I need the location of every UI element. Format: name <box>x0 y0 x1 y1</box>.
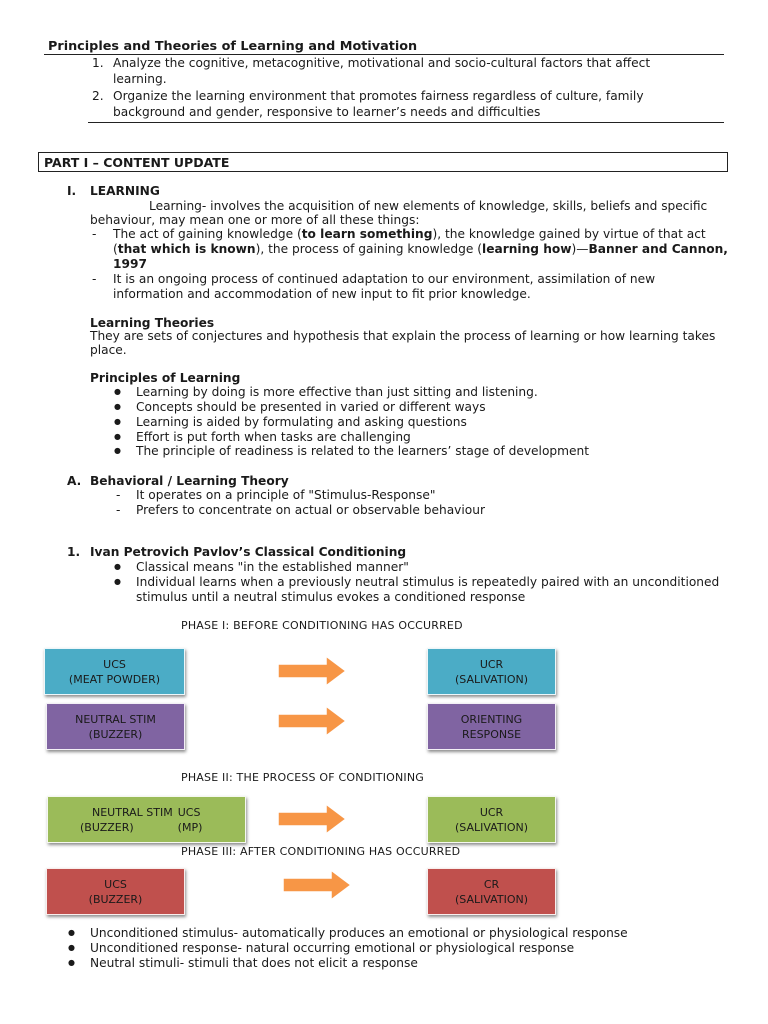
learning-theories-heading: Learning Theories <box>90 316 215 330</box>
definition-item: Unconditioned stimulus- automatically produces an emotional or physiological response <box>90 926 628 940</box>
pavlov-item: Classical means "in the established manner" <box>136 560 409 574</box>
arrow-right-icon <box>281 869 353 901</box>
phase-1-label: PHASE I: BEFORE CONDITIONING HAS OCCURRED <box>181 619 463 632</box>
objective-2-line2: background and gender, responsive to learner’s needs and difficulties <box>113 105 541 119</box>
principle-item: The principle of readiness is related to the learners’ stage of development <box>136 444 590 458</box>
definition-line2: (that which is known), the process of gaining knowledge (learning how)—Banner and Cannon, <box>113 242 728 256</box>
title-underline <box>44 54 724 55</box>
bullet-icon <box>114 444 121 460</box>
dash: - <box>116 488 121 502</box>
bullet-icon <box>68 956 75 972</box>
section-numeral: I. <box>67 184 77 198</box>
principle-item: Learning by doing is more effective than just sitting and listening. <box>136 385 538 399</box>
bullet-icon <box>114 560 121 576</box>
dash: - <box>92 227 97 241</box>
objective-2-number: 2. <box>92 89 104 103</box>
pavlov-item: Individual learns when a previously neutral stimulus is repeatedly paired with an unconditioned <box>136 575 720 589</box>
phase-3-label: PHASE III: AFTER CONDITIONING HAS OCCURRED <box>181 845 461 858</box>
objective-1-line2: learning. <box>113 72 167 86</box>
adaptation-line1: It is an ongoing process of continued adaptation to our environment, assimilation of new <box>113 272 656 286</box>
ucs-box: UCS (BUZZER) <box>46 868 185 915</box>
dash: - <box>92 272 97 286</box>
phase-2-label: PHASE II: THE PROCESS OF CONDITIONING <box>181 771 425 784</box>
principles-heading: Principles of Learning <box>90 371 241 385</box>
pavlov-number: 1. <box>67 545 81 559</box>
learning-theories-line1: They are sets of conjectures and hypothesis that explain the process of learning or how learning takes <box>90 329 716 343</box>
arrow-right-icon <box>276 655 348 687</box>
objective-2-line1: Organize the learning environment that promotes fairness regardless of culture, family <box>113 89 644 103</box>
bullet-icon <box>114 575 121 591</box>
orienting-response-box: ORIENTING RESPONSE <box>427 703 556 750</box>
ucr-box: UCR (SALIVATION) <box>427 648 556 695</box>
definition-line1: The act of gaining knowledge (to learn something), the knowledge gained by virtue of that act <box>113 227 706 241</box>
subsection-letter: A. <box>67 474 82 488</box>
adaptation-line2: information and accommodation of new input to fit prior knowledge. <box>113 287 531 301</box>
principle-item: Concepts should be presented in varied or different ways <box>136 400 486 414</box>
ucr-box: UCR (SALIVATION) <box>427 796 556 843</box>
definition-item: Unconditioned response- natural occurring emotional or physiological response <box>90 941 575 955</box>
conditioned-response-box: CR (SALIVATION) <box>427 868 556 915</box>
principle-item: Effort is put forth when tasks are challenging <box>136 430 411 444</box>
objective-1-line1: Analyze the cognitive, metacognitive, motivational and socio-cultural factors that affect <box>113 56 651 70</box>
bullet-icon <box>114 415 121 431</box>
learning-theories-line2: place. <box>90 343 127 357</box>
part-heading-box <box>38 152 728 172</box>
objective-1-number: 1. <box>92 56 104 70</box>
behavioral-item: It operates on a principle of "Stimulus-Response" <box>136 488 436 502</box>
dash: - <box>116 503 121 517</box>
objectives-underline <box>88 122 724 123</box>
neutral-stimulus-box: NEUTRAL STIM (BUZZER) <box>46 703 185 750</box>
learning-intro-line1: Learning- involves the acquisition of new elements of knowledge, skills, beliefs and specific <box>149 199 708 213</box>
pavlov-item-cont: stimulus until a neutral stimulus evokes a conditioned response <box>136 590 526 604</box>
bullet-icon <box>114 385 121 401</box>
pavlov-heading: Ivan Petrovich Pavlov’s Classical Conditioning <box>90 545 407 559</box>
definition-item: Neutral stimuli- stimuli that does not elicit a response <box>90 956 418 970</box>
document-title: Principles and Theories of Learning and Motivation <box>48 39 418 54</box>
ucs-box: UCS (MEAT POWDER) <box>44 648 185 695</box>
definition-line3: 1997 <box>113 257 147 271</box>
arrow-right-icon <box>276 705 348 737</box>
behavioral-item: Prefers to concentrate on actual or observable behaviour <box>136 503 485 517</box>
behavioral-heading: Behavioral / Learning Theory <box>90 474 289 488</box>
neutral-stimulus-ucs-box: NEUTRAL STIM UCS (BUZZER) (MP) <box>47 796 246 843</box>
bullet-icon <box>68 941 75 957</box>
part-heading: PART I – CONTENT UPDATE <box>44 155 230 170</box>
learning-intro-line2: behaviour, may mean one or more of all these things: <box>90 213 420 227</box>
bullet-icon <box>114 400 121 416</box>
arrow-right-icon <box>276 803 348 835</box>
bullet-icon <box>68 926 75 942</box>
section-heading-learning: LEARNING <box>90 184 160 198</box>
principle-item: Learning is aided by formulating and asking questions <box>136 415 467 429</box>
